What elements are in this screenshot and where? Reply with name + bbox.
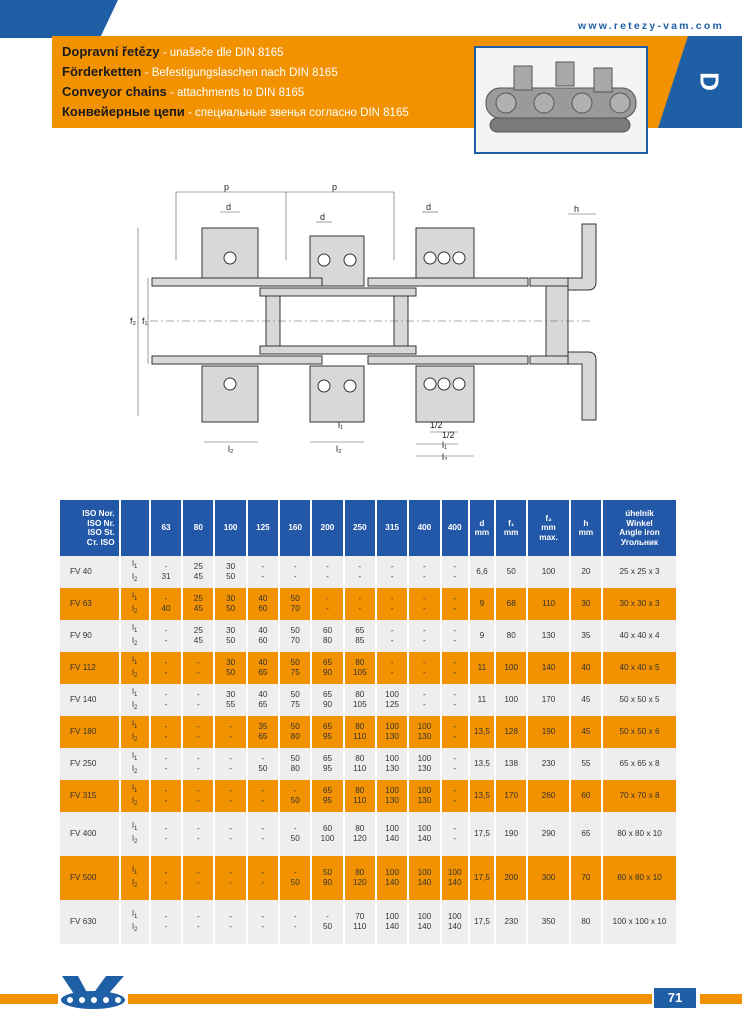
attachment-value: 100 130 (377, 748, 407, 780)
label-l1-right: l₁ (442, 440, 448, 450)
attachment-value: 60 80 (312, 620, 342, 652)
value-angle: 80 x 80 x 10 (603, 856, 676, 900)
attachment-value: 35 65 (248, 716, 278, 748)
attachment-value: 50 80 (280, 716, 310, 748)
attachment-value: - - (248, 856, 278, 900)
value-f2: 130 (528, 620, 568, 652)
value-h: 65 (571, 812, 601, 856)
value-h: 55 (571, 748, 601, 780)
site-url: www.retezy-vam.com (578, 20, 724, 32)
attachment-value: - - (151, 716, 181, 748)
attachment-value: - - (215, 900, 245, 944)
title-cz: Dopravní řetězy - unašeče dle DIN 8165 (62, 44, 284, 59)
value-d: 17,5 (470, 856, 494, 900)
label-f1: f₁ (142, 316, 148, 326)
value-angle: 80 x 80 x 10 (603, 812, 676, 856)
table-row (60, 652, 676, 684)
value-f1: 200 (496, 856, 526, 900)
attachment-value: 80 105 (345, 652, 375, 684)
value-f2: 290 (528, 812, 568, 856)
value-d: 17,5 (470, 812, 494, 856)
attachment-value: - - (248, 900, 278, 944)
value-f1: 170 (496, 780, 526, 812)
attachment-value: 25 45 (183, 556, 213, 588)
value-angle: 70 x 70 x 8 (603, 780, 676, 812)
label-f2: f₂ (130, 316, 136, 326)
attachment-value: - - (377, 620, 407, 652)
l-labels: $l_1$ $l_2$ (121, 620, 149, 652)
attachment-value: 50 70 (280, 620, 310, 652)
label-l1-mid: l₁ (338, 420, 344, 430)
header-col-400a: 400 (409, 500, 439, 556)
attachment-value: - 50 (280, 812, 310, 856)
attachment-value: 100 130 (409, 748, 439, 780)
attachment-value: 100 140 (377, 856, 407, 900)
l-labels: $l_1$ $l_2$ (121, 856, 149, 900)
attachment-value: 100 130 (409, 780, 439, 812)
value-d: 17,5 (470, 900, 494, 944)
header-d: d mm (470, 500, 494, 556)
attachment-value: - - (183, 856, 213, 900)
attachment-value: - - (215, 748, 245, 780)
attachment-value: - - (280, 556, 310, 588)
attachment-value: 40 60 (248, 620, 278, 652)
attachment-value: 50 75 (280, 652, 310, 684)
value-d: 13,5 (470, 780, 494, 812)
attachment-value: - - (442, 588, 468, 620)
attachment-value: - 50 (312, 900, 342, 944)
attachment-value: - - (409, 556, 439, 588)
attachment-value: - - (312, 556, 342, 588)
header-angle-iron: úhelník Winkel Angle iron Угольник (603, 500, 676, 556)
chain-type: FV 315 (60, 780, 119, 812)
table-header-row (60, 500, 676, 556)
header-col-160: 160 (280, 500, 310, 556)
attachment-value: 50 80 (280, 748, 310, 780)
attachment-value: - - (183, 684, 213, 716)
table-row (60, 900, 676, 944)
page-number: 71 (654, 988, 696, 1008)
l-labels: $l_1$ $l_2$ (121, 684, 149, 716)
chain-type: FV 400 (60, 812, 119, 856)
attachment-value: - - (248, 556, 278, 588)
attachment-value: 50 70 (280, 588, 310, 620)
attachment-value: - - (409, 588, 439, 620)
label-d-1: d (226, 202, 232, 212)
attachment-value: - - (248, 812, 278, 856)
attachment-value: - - (345, 556, 375, 588)
attachment-value: - - (442, 620, 468, 652)
value-f1: 230 (496, 900, 526, 944)
attachment-value: 80 110 (345, 748, 375, 780)
header-f2: f₂ mm max. (528, 500, 568, 556)
value-angle: 100 x 100 x 10 (603, 900, 676, 944)
value-angle: 65 x 65 x 8 (603, 748, 676, 780)
table-row (60, 780, 676, 812)
value-angle: 50 x 50 x 6 (603, 716, 676, 748)
value-d: 11 (470, 652, 494, 684)
value-h: 35 (571, 620, 601, 652)
label-h: h (574, 204, 580, 214)
attachment-value: - - (442, 556, 468, 588)
attachment-value: - 50 (280, 780, 310, 812)
label-l2-left: l₂ (228, 444, 234, 454)
header-col-63: 63 (151, 500, 181, 556)
value-d: 9 (470, 620, 494, 652)
value-h: 60 (571, 780, 601, 812)
value-f2: 110 (528, 588, 568, 620)
table-row (60, 856, 676, 900)
l-labels: $l_1$ $l_2$ (121, 812, 149, 856)
attachment-value: 25 45 (183, 588, 213, 620)
l-labels: $l_1$ $l_2$ (121, 556, 149, 588)
attachment-value: - - (442, 780, 468, 812)
chain-photo (474, 46, 648, 154)
attachment-value: - - (183, 812, 213, 856)
attachment-value: 100 130 (409, 716, 439, 748)
attachment-value: - - (151, 684, 181, 716)
attachment-value: - - (442, 748, 468, 780)
value-f2: 260 (528, 780, 568, 812)
attachment-value: 60 100 (312, 812, 342, 856)
value-h: 80 (571, 900, 601, 944)
attachment-value: - 40 (151, 588, 181, 620)
title-ru: Конвейерные цепи - специальные звенья согласно DIN 8165 (62, 104, 409, 119)
attachment-value: 100 130 (377, 780, 407, 812)
table-row (60, 684, 676, 716)
l-labels: $l_1$ $l_2$ (121, 748, 149, 780)
attachment-value: 100 140 (409, 812, 439, 856)
l-labels: $l_1$ $l_2$ (121, 900, 149, 944)
value-f1: 68 (496, 588, 526, 620)
table-row (60, 716, 676, 748)
attachment-value: - - (151, 780, 181, 812)
value-h: 45 (571, 684, 601, 716)
value-h: 45 (571, 716, 601, 748)
header-col-80: 80 (183, 500, 213, 556)
chain-type: FV 250 (60, 748, 119, 780)
attachment-value: 65 90 (312, 652, 342, 684)
value-f1: 50 (496, 556, 526, 588)
header-col-100: 100 (215, 500, 245, 556)
value-h: 20 (571, 556, 601, 588)
value-f2: 230 (528, 748, 568, 780)
attachment-value: 65 85 (345, 620, 375, 652)
attachment-value: - - (183, 716, 213, 748)
attachment-value: 65 95 (312, 716, 342, 748)
attachment-value: - - (345, 588, 375, 620)
value-d: 13,5 (470, 748, 494, 780)
header-f1: f₁ mm (496, 500, 526, 556)
chain-type: FV 630 (60, 900, 119, 944)
chain-type: FV 140 (60, 684, 119, 716)
table-row (60, 812, 676, 856)
value-f1: 100 (496, 684, 526, 716)
attachment-value: 80 110 (345, 716, 375, 748)
attachment-value: - - (312, 588, 342, 620)
attachment-value: 30 50 (215, 620, 245, 652)
value-f2: 170 (528, 684, 568, 716)
attachment-value: 30 50 (215, 588, 245, 620)
label-d-3: d (426, 202, 432, 212)
title-en: Conveyor chains - attachments to DIN 8165 (62, 84, 305, 99)
attachment-value: 40 65 (248, 684, 278, 716)
label-d-2: d (320, 212, 326, 222)
attachment-value: - - (183, 652, 213, 684)
attachment-value: 100 140 (442, 900, 468, 944)
attachment-value: - - (215, 812, 245, 856)
value-f2: 140 (528, 652, 568, 684)
attachment-value: - - (151, 748, 181, 780)
table-row (60, 620, 676, 652)
attachment-value: - - (151, 900, 181, 944)
attachment-value: 100 125 (377, 684, 407, 716)
attachment-value: 65 95 (312, 748, 342, 780)
attachment-value: - - (151, 812, 181, 856)
attachment-value: - - (409, 652, 439, 684)
attachment-value: 30 55 (215, 684, 245, 716)
attachment-value: - - (442, 812, 468, 856)
value-h: 30 (571, 588, 601, 620)
l-labels: $l_1$ $l_2$ (121, 652, 149, 684)
attachment-value: - - (183, 900, 213, 944)
attachment-value: 50 90 (312, 856, 342, 900)
label-l2-right: l₂ (442, 452, 448, 460)
value-f2: 300 (528, 856, 568, 900)
attachment-value: - - (151, 652, 181, 684)
attachment-value: 100 140 (377, 900, 407, 944)
value-f2: 190 (528, 716, 568, 748)
value-angle: 30 x 30 x 3 (603, 588, 676, 620)
attachment-value: - - (377, 588, 407, 620)
attachment-value: - 50 (280, 856, 310, 900)
attachment-value: 100 140 (409, 856, 439, 900)
value-f1: 80 (496, 620, 526, 652)
value-h: 70 (571, 856, 601, 900)
attachment-value: - - (409, 620, 439, 652)
attachment-value: 100 140 (442, 856, 468, 900)
attachment-value: - 50 (248, 748, 278, 780)
header-col-250: 250 (345, 500, 375, 556)
attachment-value: 30 50 (215, 556, 245, 588)
chain-technical-drawing (120, 180, 620, 460)
attachment-value: 100 130 (377, 716, 407, 748)
chain-type: FV 90 (60, 620, 119, 652)
attachment-value: - - (215, 780, 245, 812)
l-labels: $l_1$ $l_2$ (121, 716, 149, 748)
value-f1: 190 (496, 812, 526, 856)
attachment-value: - - (377, 652, 407, 684)
value-f1: 138 (496, 748, 526, 780)
attachment-value: 80 105 (345, 684, 375, 716)
spec-table (58, 500, 678, 944)
value-d: 9 (470, 588, 494, 620)
header-col-125: 125 (248, 500, 278, 556)
header-iso: ISO Nor. ISO Nr. ISO St. Ст. ISO (60, 500, 119, 556)
value-f1: 128 (496, 716, 526, 748)
value-f1: 100 (496, 652, 526, 684)
value-angle: 40 x 40 x 4 (603, 620, 676, 652)
attachment-value: - - (442, 684, 468, 716)
attachment-value: - - (248, 780, 278, 812)
value-angle: 50 x 50 x 5 (603, 684, 676, 716)
attachment-value: 100 140 (377, 812, 407, 856)
attachment-value: - - (151, 856, 181, 900)
attachment-value: - - (183, 748, 213, 780)
header-l (121, 500, 149, 556)
l-labels: $l_1$ $l_2$ (121, 780, 149, 812)
header-col-200: 200 (312, 500, 342, 556)
table-row (60, 588, 676, 620)
attachment-value: - - (215, 716, 245, 748)
attachment-value: 80 120 (345, 812, 375, 856)
header-col-315: 315 (377, 500, 407, 556)
label-half-1: 1/2 (430, 420, 443, 430)
attachment-value: - - (183, 780, 213, 812)
attachment-value: 50 75 (280, 684, 310, 716)
section-letter: D (694, 72, 725, 91)
attachment-value: 40 65 (248, 652, 278, 684)
header-col-400b: 400 (442, 500, 468, 556)
attachment-value: 65 95 (312, 780, 342, 812)
value-f2: 350 (528, 900, 568, 944)
title-de: Förderketten - Befestigungslaschen nach DIN 8165 (62, 64, 338, 79)
chain-type: FV 63 (60, 588, 119, 620)
attachment-value: - 31 (151, 556, 181, 588)
attachment-value: 80 120 (345, 856, 375, 900)
label-l2-mid: l₂ (336, 444, 342, 454)
attachment-value: 40 60 (248, 588, 278, 620)
attachment-value: - - (280, 900, 310, 944)
chain-type: FV 112 (60, 652, 119, 684)
value-f2: 100 (528, 556, 568, 588)
table-row (60, 556, 676, 588)
attachment-value: - - (442, 652, 468, 684)
label-half-2: 1/2 (442, 430, 455, 440)
label-p-1: p (224, 182, 230, 192)
chain-type: FV 40 (60, 556, 119, 588)
header-h: h mm (571, 500, 601, 556)
attachment-value: 70 110 (345, 900, 375, 944)
value-d: 13,5 (470, 716, 494, 748)
attachment-value: 65 90 (312, 684, 342, 716)
attachment-value: 30 50 (215, 652, 245, 684)
attachment-value: 25 45 (183, 620, 213, 652)
attachment-value: - - (442, 716, 468, 748)
value-angle: 40 x 40 x 5 (603, 652, 676, 684)
value-d: 11 (470, 684, 494, 716)
value-h: 40 (571, 652, 601, 684)
blue-corner-decoration (0, 0, 118, 38)
company-logo (58, 972, 128, 1012)
attachment-value: - - (151, 620, 181, 652)
attachment-value: 100 140 (409, 900, 439, 944)
chain-type: FV 500 (60, 856, 119, 900)
label-p-2: p (332, 182, 338, 192)
value-angle: 25 x 25 x 3 (603, 556, 676, 588)
chain-type: FV 180 (60, 716, 119, 748)
attachment-value: - - (215, 856, 245, 900)
table-row (60, 748, 676, 780)
attachment-value: 80 110 (345, 780, 375, 812)
l-labels: $l_1$ $l_2$ (121, 588, 149, 620)
attachment-value: - - (409, 684, 439, 716)
value-d: 6,6 (470, 556, 494, 588)
attachment-value: - - (377, 556, 407, 588)
